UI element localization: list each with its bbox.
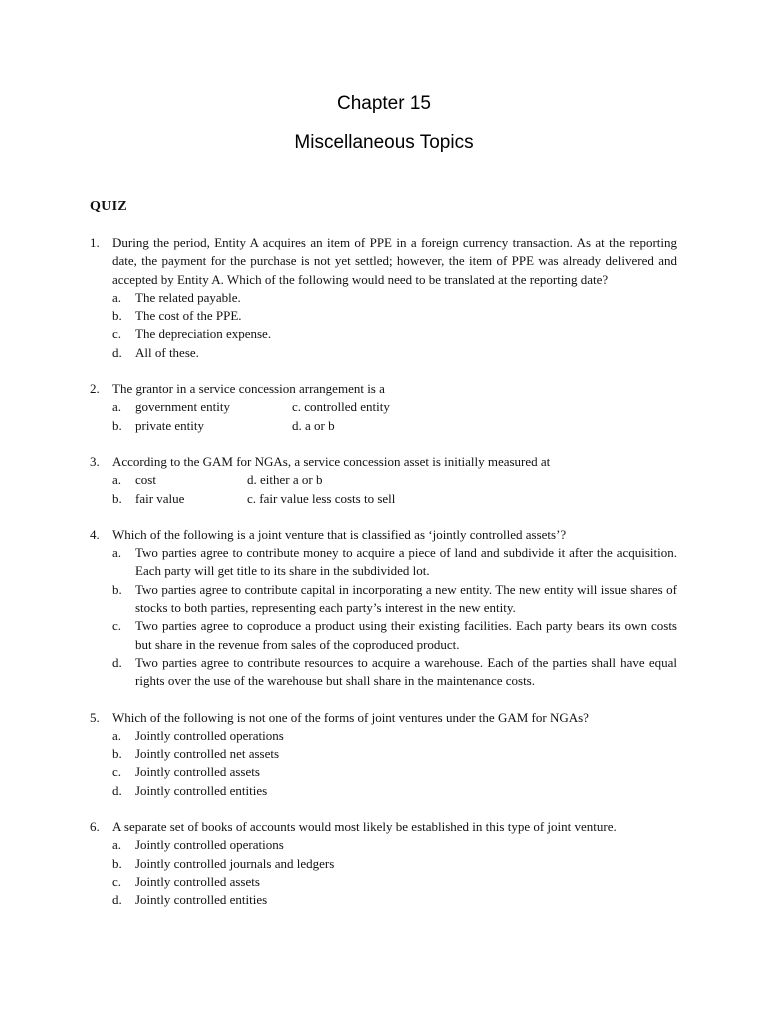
option-letter: c. bbox=[112, 873, 122, 889]
option-text: Jointly controlled entities bbox=[135, 892, 268, 908]
option-text: cost bbox=[135, 472, 156, 488]
option-letter: b. bbox=[112, 490, 122, 506]
option-b bbox=[112, 490, 247, 508]
chapter-subtitle: Miscellaneous Topics bbox=[294, 132, 474, 153]
option-c bbox=[112, 763, 677, 781]
option-text: Two parties agree to coproduce a product using their existing facilities. Each party bears its own costs but share in the revenue from sales of the coproduced product. bbox=[135, 618, 677, 652]
question-2 bbox=[90, 380, 677, 435]
option-a bbox=[112, 836, 677, 854]
option-letter: d. bbox=[112, 344, 122, 360]
question-list bbox=[90, 234, 677, 910]
question-number: 2. bbox=[90, 381, 100, 397]
option-a bbox=[112, 289, 677, 307]
option-letter: a. bbox=[112, 472, 122, 488]
question-number: 5. bbox=[90, 709, 100, 725]
option-list bbox=[112, 289, 677, 362]
question-5 bbox=[90, 709, 677, 800]
option-c bbox=[112, 325, 677, 343]
option-letter: a. bbox=[112, 399, 122, 415]
option-c bbox=[112, 873, 677, 891]
option-letter: a. bbox=[112, 545, 122, 561]
option-text: All of these. bbox=[135, 344, 199, 360]
option-list bbox=[112, 544, 677, 690]
question-text: Which of the following is a joint venture that is classified as ‘jointly controlled assets’? bbox=[112, 526, 567, 542]
question-text: During the period, Entity A acquires an item of PPE in a foreign currency transaction. As at the reporting date, the payment for the purchase is not yet settled; however, the item of PPE was already delivered and accepted by Entity A. Which of the following would need to be translated at the reporting date? bbox=[112, 235, 677, 287]
option-text: The related payable. bbox=[135, 289, 241, 305]
option-grid bbox=[112, 471, 677, 508]
option-letter: b. bbox=[112, 746, 122, 762]
option-c bbox=[112, 617, 677, 654]
question-6 bbox=[90, 818, 677, 909]
question-1 bbox=[90, 234, 677, 362]
option-text: The depreciation expense. bbox=[135, 326, 272, 342]
question-text: The grantor in a service concession arrangement is a bbox=[112, 381, 385, 397]
option-text: Two parties agree to contribute capital in incorporating a new entity. The new entity will issue shares of stocks to both parties, representing each party’s interest in the new entity. bbox=[135, 581, 677, 616]
option-letter: d. bbox=[112, 654, 122, 670]
quiz-heading: QUIZ bbox=[90, 199, 127, 214]
question-4 bbox=[90, 526, 677, 691]
option-letter: d. bbox=[112, 782, 122, 798]
question-number: 3. bbox=[90, 453, 100, 469]
option-letter: b. bbox=[112, 417, 122, 433]
option-text: Jointly controlled operations bbox=[135, 837, 284, 853]
option-letter: a. bbox=[112, 727, 122, 743]
option-b bbox=[112, 855, 677, 873]
option-text: Jointly controlled journals and ledgers bbox=[135, 855, 335, 871]
option-b bbox=[112, 307, 677, 325]
option-letter: a. bbox=[112, 289, 122, 305]
option-d bbox=[112, 782, 677, 800]
question-text: According to the GAM for NGAs, a service concession asset is initially measured at bbox=[112, 453, 551, 469]
option-letter: c. bbox=[112, 618, 122, 634]
option-text: Jointly controlled net assets bbox=[135, 746, 280, 762]
option-text: c. fair value less costs to sell bbox=[247, 490, 396, 506]
option-letter: b. bbox=[112, 581, 122, 597]
option-b bbox=[112, 581, 677, 618]
option-text: c. controlled entity bbox=[292, 399, 390, 415]
option-d bbox=[247, 471, 497, 489]
option-text: d. either a or b bbox=[247, 472, 323, 488]
option-letter: a. bbox=[112, 837, 122, 853]
option-text: Jointly controlled entities bbox=[135, 782, 268, 798]
option-letter: d. bbox=[112, 892, 122, 908]
option-text: private entity bbox=[135, 417, 204, 433]
question-number: 6. bbox=[90, 819, 100, 835]
option-a bbox=[112, 727, 677, 745]
question-number: 4. bbox=[90, 526, 100, 542]
option-text: d. a or b bbox=[292, 417, 335, 433]
question-text: Which of the following is not one of the forms of joint ventures under the GAM for NGAs? bbox=[112, 709, 589, 725]
option-a bbox=[112, 471, 247, 489]
option-list bbox=[112, 727, 677, 800]
option-text: The cost of the PPE. bbox=[135, 308, 242, 324]
option-text: fair value bbox=[135, 490, 185, 506]
option-c bbox=[247, 490, 497, 508]
question-number: 1. bbox=[90, 235, 100, 250]
option-list bbox=[112, 836, 677, 909]
option-letter: c. bbox=[112, 326, 122, 342]
question-3 bbox=[90, 453, 677, 508]
option-text: Two parties agree to contribute money to acquire a piece of land and subdivide it after the acquisition. Each party will get title to its share in the subdivided lot. bbox=[135, 545, 677, 579]
option-text: Two parties agree to contribute resources to acquire a warehouse. Each of the parties shall have equal rights over the use of the warehouse but shall share in the maintenance costs. bbox=[135, 654, 677, 689]
question-text: A separate set of books of accounts would most likely be established in this type of joint venture. bbox=[112, 819, 617, 835]
option-letter: b. bbox=[112, 308, 122, 324]
option-d bbox=[112, 654, 677, 691]
option-text: government entity bbox=[135, 399, 230, 415]
option-c bbox=[292, 398, 492, 416]
option-d bbox=[112, 344, 677, 362]
option-grid bbox=[112, 398, 677, 435]
option-text: Jointly controlled assets bbox=[135, 764, 260, 780]
option-a bbox=[112, 544, 677, 581]
option-letter: c. bbox=[112, 764, 122, 780]
option-d bbox=[112, 891, 677, 909]
chapter-title: Chapter 15 bbox=[336, 93, 431, 114]
option-b bbox=[112, 417, 292, 435]
option-d bbox=[292, 417, 492, 435]
option-a bbox=[112, 398, 292, 416]
option-text: Jointly controlled operations bbox=[135, 727, 284, 743]
option-b bbox=[112, 745, 677, 763]
option-letter: b. bbox=[112, 855, 122, 871]
option-text: Jointly controlled assets bbox=[135, 873, 260, 889]
